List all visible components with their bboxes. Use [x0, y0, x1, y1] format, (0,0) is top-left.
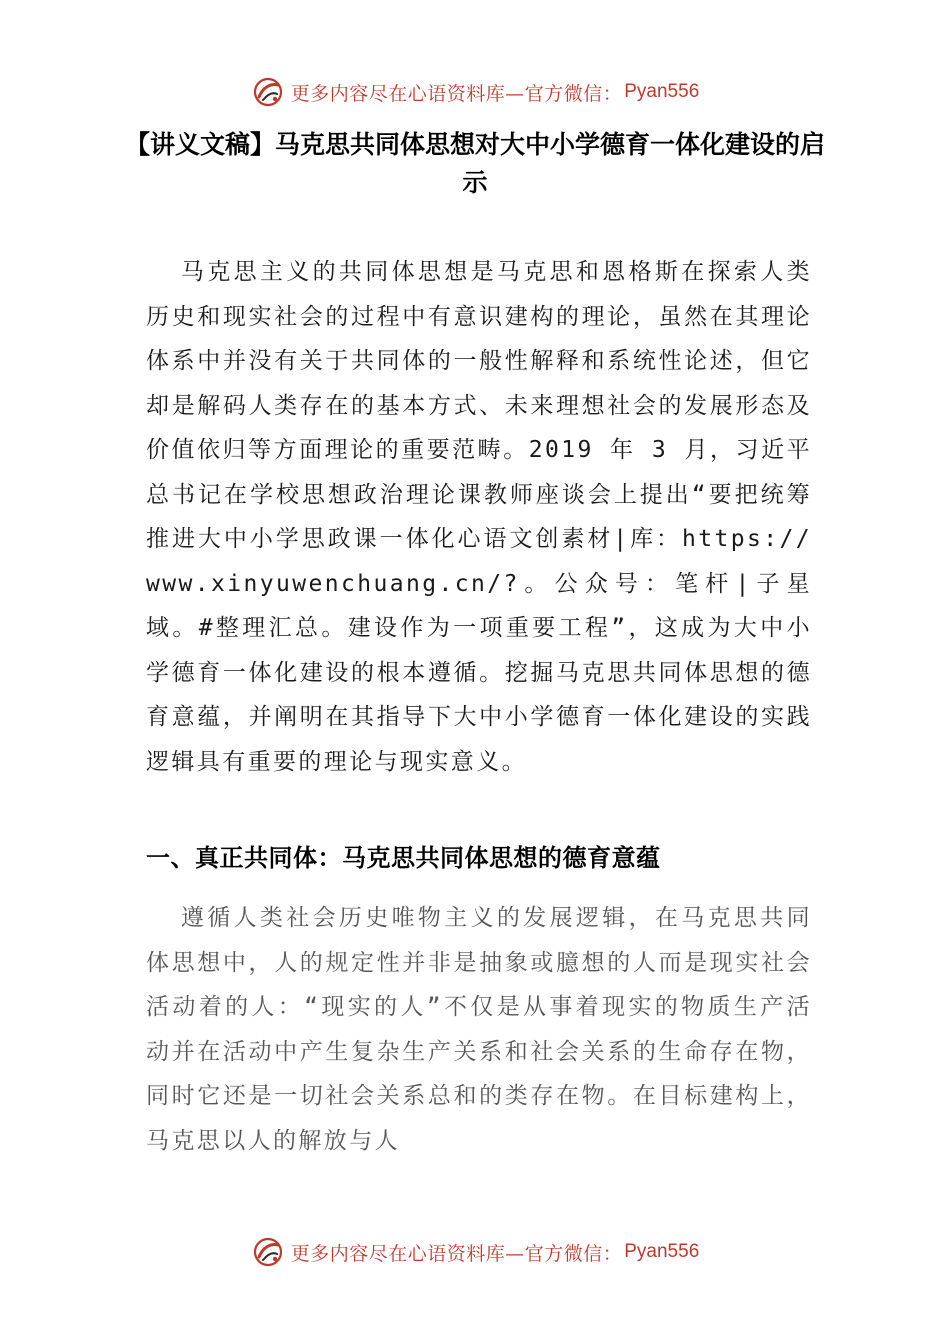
watermark-text: 更多内容尽在心语资料库—官方微信： [290, 82, 623, 105]
watermark-banner-top [0, 72, 950, 112]
paragraph-intro [146, 250, 812, 784]
brush-swirl-logo-icon [251, 75, 285, 109]
watermark-text: 更多内容尽在心语资料库—官方微信： [290, 1242, 623, 1265]
document-title: 【讲义文稿】马克思共同体思想对大中小学德育一体化建设的启示 [124, 130, 825, 197]
watermark-wechat-id: Pyan556 [624, 1241, 700, 1262]
section-heading: 一、真正共同体：马克思共同体思想的德育意蕴 [146, 844, 661, 872]
watermark-banner-bottom [0, 1232, 950, 1272]
paragraph-section-one [146, 896, 812, 1163]
watermark-wechat-id: Pyan556 [624, 81, 700, 102]
paragraph-intro-text: 马克思主义的共同体思想是马克思和恩格斯在探索人类历史和现实社会的过程中有意识建构的理论，虽然在其理论体系中并没有关于共同体的一般性解释和系统性论述，但它却是解码人类存在的基本方式、未来理想社会的发展形态及价值依归等方面理论的重要范畴。2019 年 3 月，习近平总书记在学校思想政治理论课教师座谈会上提出“要把统筹推进大中小学思政课一体化心语文创素材|库：https://www.xinyuwenchuang.cn/?。公众号：笔杆|子星域。#整理汇总。建设作为一项重要工程”，这成为大中小学德育一体化建设的根本遵循。挖掘马克思共同体思想的德育意蕴，并阐明在其指导下大中小学德育一体化建设的实践逻辑具有重要的理论与现实意义。 [146, 259, 812, 775]
brush-swirl-logo-icon [251, 1235, 285, 1269]
paragraph-section-one-text: 遵循人类社会历史唯物主义的发展逻辑，在马克思共同体思想中，人的规定性并非是抽象或臆想的人而是现实社会活动着的人：“现实的人”不仅是从事着现实的物质生产活动并在活动中产生复杂生产关系和社会关系的生命存在物，同时它还是一切社会关系总和的类存在物。在目标建构上，马克思以人的解放与人 [146, 905, 812, 1154]
